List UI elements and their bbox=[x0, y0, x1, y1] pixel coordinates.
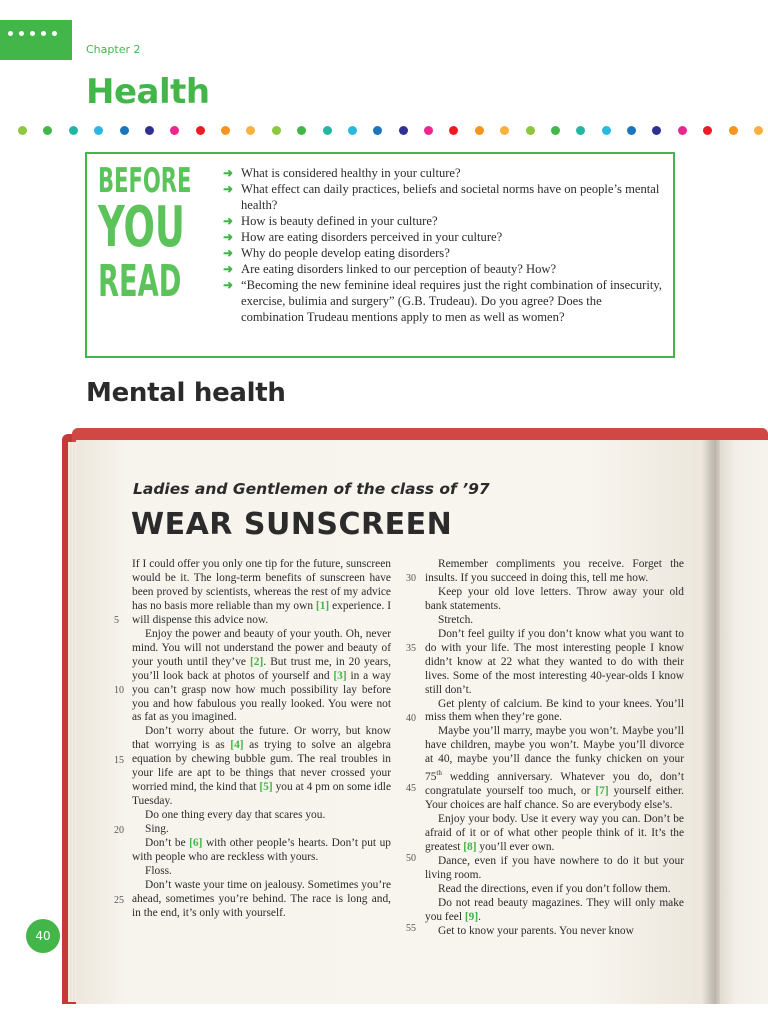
paragraph: Remember compliments you receive. Forget the insults. If you succeed in doing this, tell me how. bbox=[425, 558, 684, 584]
gap-marker: [4] bbox=[230, 739, 244, 752]
line-number: 40 bbox=[406, 713, 416, 724]
chapter-tab-dots bbox=[8, 31, 57, 36]
paragraph: Get to know your parents. You never know bbox=[438, 924, 634, 937]
decorative-dot bbox=[246, 126, 255, 135]
paragraph: Don’t be [6] with other people’s hearts. Don’t put up with people who are reckless with yours. bbox=[132, 837, 391, 864]
paragraph: Do not read beauty magazines. They will only make you feel [9]. bbox=[425, 896, 684, 923]
reading-column-left bbox=[132, 558, 391, 921]
line-number: 20 bbox=[114, 825, 124, 836]
arrow-right-icon: ➜ bbox=[223, 166, 234, 180]
decorative-dot bbox=[43, 126, 52, 135]
paragraph: Maybe you’ll marry, maybe you won’t. Maybe you’ll have children, maybe you won’t. Maybe you’ll divorce at 40, maybe you’ll dance the funky chicken on your 75th wedding anniversary. Whatever you do, don’t congratulate yourself too much, or [7] yourself either. Your choices are half chance. So are everybody else’s. bbox=[425, 725, 684, 811]
line-number: 25 bbox=[114, 895, 124, 906]
arrow-right-icon: ➜ bbox=[223, 262, 234, 276]
decorative-dot bbox=[69, 126, 78, 135]
decorative-dot bbox=[576, 126, 585, 135]
decorative-dot bbox=[500, 126, 509, 135]
decorative-dot bbox=[348, 126, 357, 135]
paragraph: If I could offer you only one tip for the future, sunscreen would be it. The long-term benefits of sunscreen have been proved by scientists, whereas the rest of my advice has no basis more reliable than my own [1] experience. I will dispense this advice now. bbox=[132, 558, 391, 626]
line-number: 15 bbox=[114, 755, 124, 766]
gap-marker: [5] bbox=[259, 781, 273, 794]
gap-marker: [8] bbox=[463, 840, 477, 853]
decorative-dot bbox=[297, 126, 306, 135]
decorative-dot bbox=[399, 126, 408, 135]
paragraph: Stretch. bbox=[438, 613, 474, 626]
before-you-read-word-read: READ bbox=[98, 256, 182, 307]
line-number: 50 bbox=[406, 853, 416, 864]
decorative-dot bbox=[424, 126, 433, 135]
line-number: 10 bbox=[114, 685, 124, 696]
before-you-read-word-you: YOU bbox=[98, 195, 185, 260]
decorative-dot bbox=[551, 126, 560, 135]
decorative-dot bbox=[373, 126, 382, 135]
decorative-dot bbox=[145, 126, 154, 135]
decorative-dot bbox=[221, 126, 230, 135]
decorative-dot bbox=[602, 126, 611, 135]
decorative-dot bbox=[475, 126, 484, 135]
decorative-dot bbox=[754, 126, 763, 135]
paragraph: Keep your old love letters. Throw away your old bank statements. bbox=[425, 585, 684, 612]
question-item: ➜ What effect can daily practices, beliefs and societal norms have on people’s mental health? bbox=[223, 182, 660, 212]
line-number: 35 bbox=[406, 643, 416, 654]
paragraph: Floss. bbox=[145, 864, 172, 877]
gap-marker: [6] bbox=[189, 837, 203, 850]
paragraph: Dance, even if you have nowhere to do it but your living room. bbox=[425, 854, 684, 881]
arrow-right-icon: ➜ bbox=[223, 214, 234, 228]
line-number: 55 bbox=[406, 923, 416, 934]
before-you-read-box bbox=[85, 152, 675, 358]
decorative-dot bbox=[678, 126, 687, 135]
decorative-dot bbox=[526, 126, 535, 135]
decorative-dot bbox=[170, 126, 179, 135]
question-item: ➜ How is beauty defined in your culture? bbox=[223, 214, 438, 228]
chapter-label: Chapter 2 bbox=[86, 43, 141, 56]
book-page-right bbox=[714, 440, 768, 1004]
paragraph: Don’t feel guilty if you don’t know what you want to do with your life. The most interesting people I know didn’t know at 22 what they wanted to do with their lives. Some of the most interesting 40-year-olds I know still don’t. bbox=[425, 627, 684, 696]
decorative-dot bbox=[449, 126, 458, 135]
line-number: 45 bbox=[406, 783, 416, 794]
paragraph: Get plenty of calcium. Be kind to your knees. You’ll miss them when they’re gone. bbox=[425, 697, 684, 724]
gap-marker: [2] bbox=[250, 655, 264, 668]
paragraph: Don’t worry about the future. Or worry, but know that worrying is as [4] as trying to solve an algebra equation by chewing bubble gum. The real troubles in your life are apt to be things that never crossed your worried mind, the kind that [5] you at 4 pm on some idle Tuesday. bbox=[132, 725, 391, 808]
reading-column-right bbox=[425, 558, 684, 939]
page-title: Health bbox=[86, 72, 210, 112]
gap-marker: [7] bbox=[595, 785, 609, 798]
decorative-dot bbox=[729, 126, 738, 135]
paragraph: Enjoy your body. Use it every way you can. Don’t be afraid of it or of what other people think of it. It’s the greatest [8] you’ll ever own. bbox=[425, 812, 684, 853]
decorative-dot bbox=[323, 126, 332, 135]
page-number: 40 bbox=[26, 919, 60, 953]
line-number: 30 bbox=[406, 573, 416, 584]
paragraph: Don’t waste your time on jealousy. Sometimes you’re ahead, sometimes you’re behind. The race is long and, in the end, it’s only with yourself. bbox=[132, 878, 391, 919]
decorative-dot bbox=[94, 126, 103, 135]
arrow-right-icon: ➜ bbox=[223, 246, 234, 260]
arrow-right-icon: ➜ bbox=[223, 230, 234, 244]
gap-marker: [9] bbox=[464, 910, 479, 923]
decorative-dot bbox=[627, 126, 636, 135]
paragraph: Do one thing every day that scares you. bbox=[145, 809, 326, 822]
decorative-dot-row bbox=[18, 126, 763, 135]
question-list bbox=[223, 165, 663, 325]
book-gutter bbox=[702, 440, 720, 1004]
gap-marker: [1] bbox=[315, 599, 330, 612]
gap-marker: [3] bbox=[333, 669, 347, 682]
question-item: ➜ “Becoming the new feminine ideal requires just the right combination of insecurity, exercise, bulimia and surgery” (G.B. Trudeau). Do you agree? Does the combination Trudeau mentions apply to men as well as women? bbox=[223, 278, 662, 324]
section-title: Mental health bbox=[86, 378, 286, 408]
paragraph: Sing. bbox=[145, 823, 169, 836]
decorative-dot bbox=[703, 126, 712, 135]
question-item: ➜ Are eating disorders linked to our perception of beauty? How? bbox=[223, 262, 557, 276]
chapter-tab bbox=[0, 20, 72, 60]
paragraph: Enjoy the power and beauty of your youth. Oh, never mind. You will not understand the power and beauty of your youth until they’ve [2]. But trust me, in 20 years, you’ll look back at photos of yourself and [3] in a way you can’t grasp now how much possibility lay before you and how fabulous you really looked. You were not as fat as you imagined. bbox=[132, 627, 391, 724]
question-item: ➜ Why do people develop eating disorders? bbox=[223, 246, 450, 260]
question-item: ➜ How are eating disorders perceived in your culture? bbox=[223, 230, 503, 244]
paragraph: Read the directions, even if you don’t follow them. bbox=[438, 882, 671, 895]
decorative-dot bbox=[272, 126, 281, 135]
decorative-dot bbox=[196, 126, 205, 135]
decorative-dot bbox=[652, 126, 661, 135]
question-item: ➜ What is considered healthy in your culture? bbox=[223, 166, 461, 180]
arrow-right-icon: ➜ bbox=[223, 182, 234, 196]
decorative-dot bbox=[120, 126, 129, 135]
reading-subtitle: Ladies and Gentlemen of the class of ’97 bbox=[133, 480, 490, 498]
before-you-read-word-before: BEFORE bbox=[98, 161, 192, 201]
reading-title: WEAR SUNSCREEN bbox=[131, 507, 453, 542]
arrow-right-icon: ➜ bbox=[223, 278, 234, 292]
line-number: 5 bbox=[114, 615, 119, 626]
decorative-dot bbox=[18, 126, 27, 135]
